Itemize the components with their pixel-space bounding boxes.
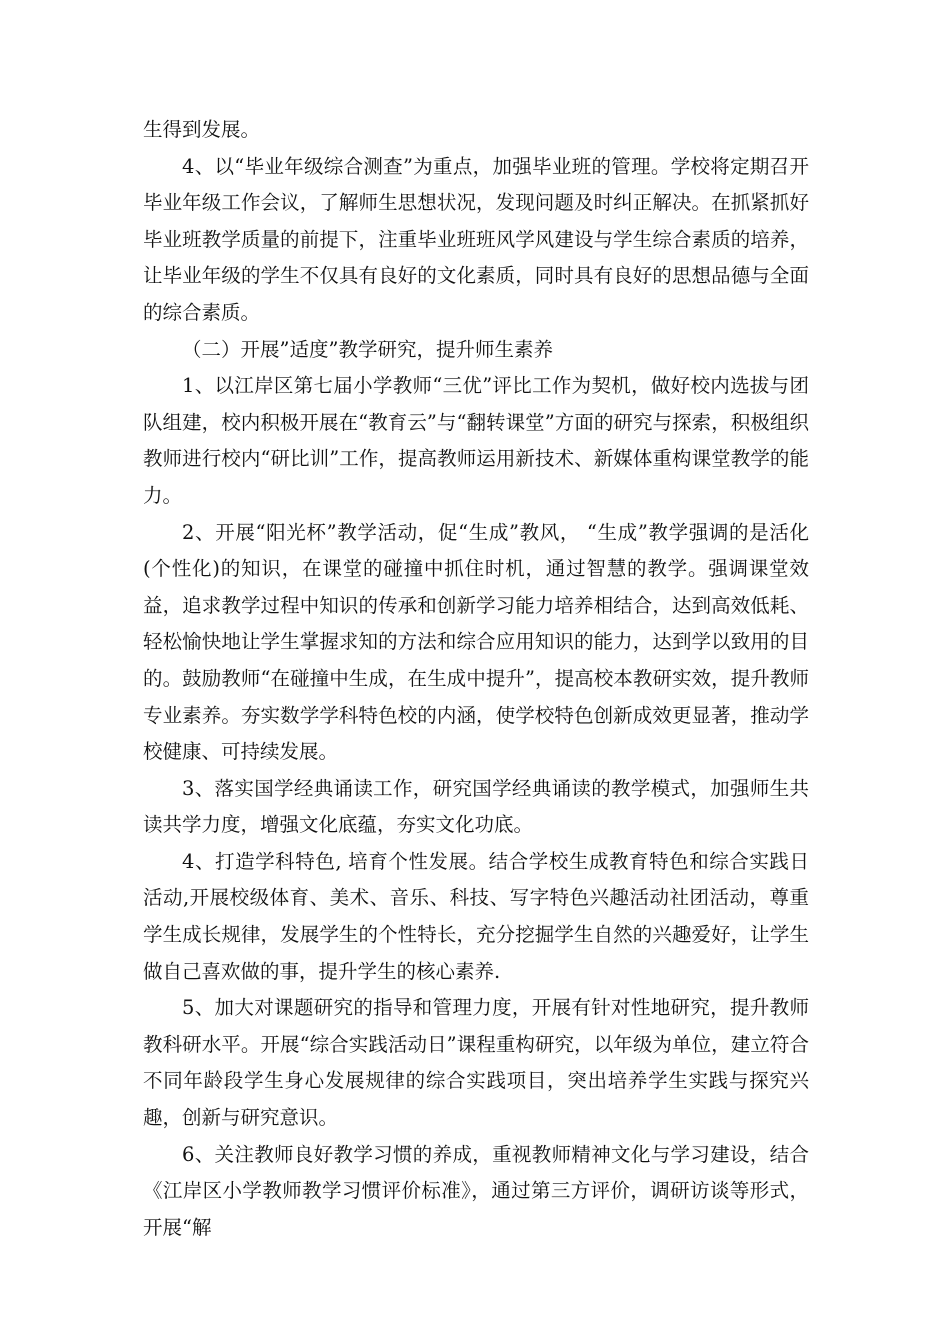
paragraph-continuation: 生得到发展。 — [143, 118, 261, 141]
paragraph-item-2: 2、开展“阳光杯”教学活动，促“生成”教风， “生成”教学强调的是活化(个性化)的知识，在课堂的碰撞中抓住时机，通过智慧的教学。强调课堂效益，追求教学过程中知识的传承和创新学习能力培养相结合，达到高效低耗、轻松愉快地让学生掌握求知的方法和综合应用知识的能力，达到学以致用的目的。鼓励教师“在碰撞中生成，在生成中提升”，提高校本教研实效，提升教师专业素养。夯实数学学科特色校的内涵，使学校特色创新成效更显著，推动学校健康、可持续发展。 — [143, 520, 809, 764]
document-body — [143, 112, 809, 1246]
paragraph-item-6: 6、关注教师良好教学习惯的养成，重视教师精神文化与学习建设，结合《江岸区小学教师教学习惯评价标准》，通过第三方评价，调研访谈等形式，开展“解 — [143, 1142, 809, 1239]
paragraph-item-4: 4、打造学科特色, 培育个性发展。结合学校生成教育特色和综合实践日活动,开展校级体育、美术、音乐、科技、写字特色兴趣活动社团活动，尊重学生成长规律，发展学生的个性特长，充分挖掘学生自然的兴趣爱好，让学生做自己喜欢做的事，提升学生的核心素养. — [143, 849, 809, 983]
paragraph-item-3: 3、落实国学经典诵读工作，研究国学经典诵读的教学模式，加强师生共读共学力度，增强文化底蕴，夯实文化功底。 — [143, 776, 809, 837]
paragraph-item-5: 5、加大对课题研究的指导和管理力度，开展有针对性地研究，提升教师教科研水平。开展“综合实践活动日”课程重构研究，以年级为单位，建立符合不同年龄段学生身心发展规律的综合实践项目，突出培养学生实践与探究兴趣，创新与研究意识。 — [143, 996, 809, 1130]
section-heading-2: （二）开展”适度”教学研究，提升师生素养 — [182, 337, 553, 361]
paragraph-item-1: 1、以江岸区第七届小学教师“三优”评比工作为契机，做好校内选拔与团队组建，校内积极开展在“教育云”与“翻转课堂”方面的研究与探索，积极组织教师进行校内“研比训”工作，提高教师运用新技术、新媒体重构课堂教学的能力。 — [143, 374, 809, 507]
paragraph-item-4-graduation: 4、以“毕业年级综合测查”为重点，加强毕业班的管理。学校将定期召开毕业年级工作会议，了解师生思想状况，发现问题及时纠正解决。在抓紧抓好毕业班教学质量的前提下，注重毕业班班风学风建设与学生综合素质的培养，让毕业年级的学生不仅具有良好的文化素质，同时具有良好的思想品德与全面的综合素质。 — [143, 154, 809, 324]
